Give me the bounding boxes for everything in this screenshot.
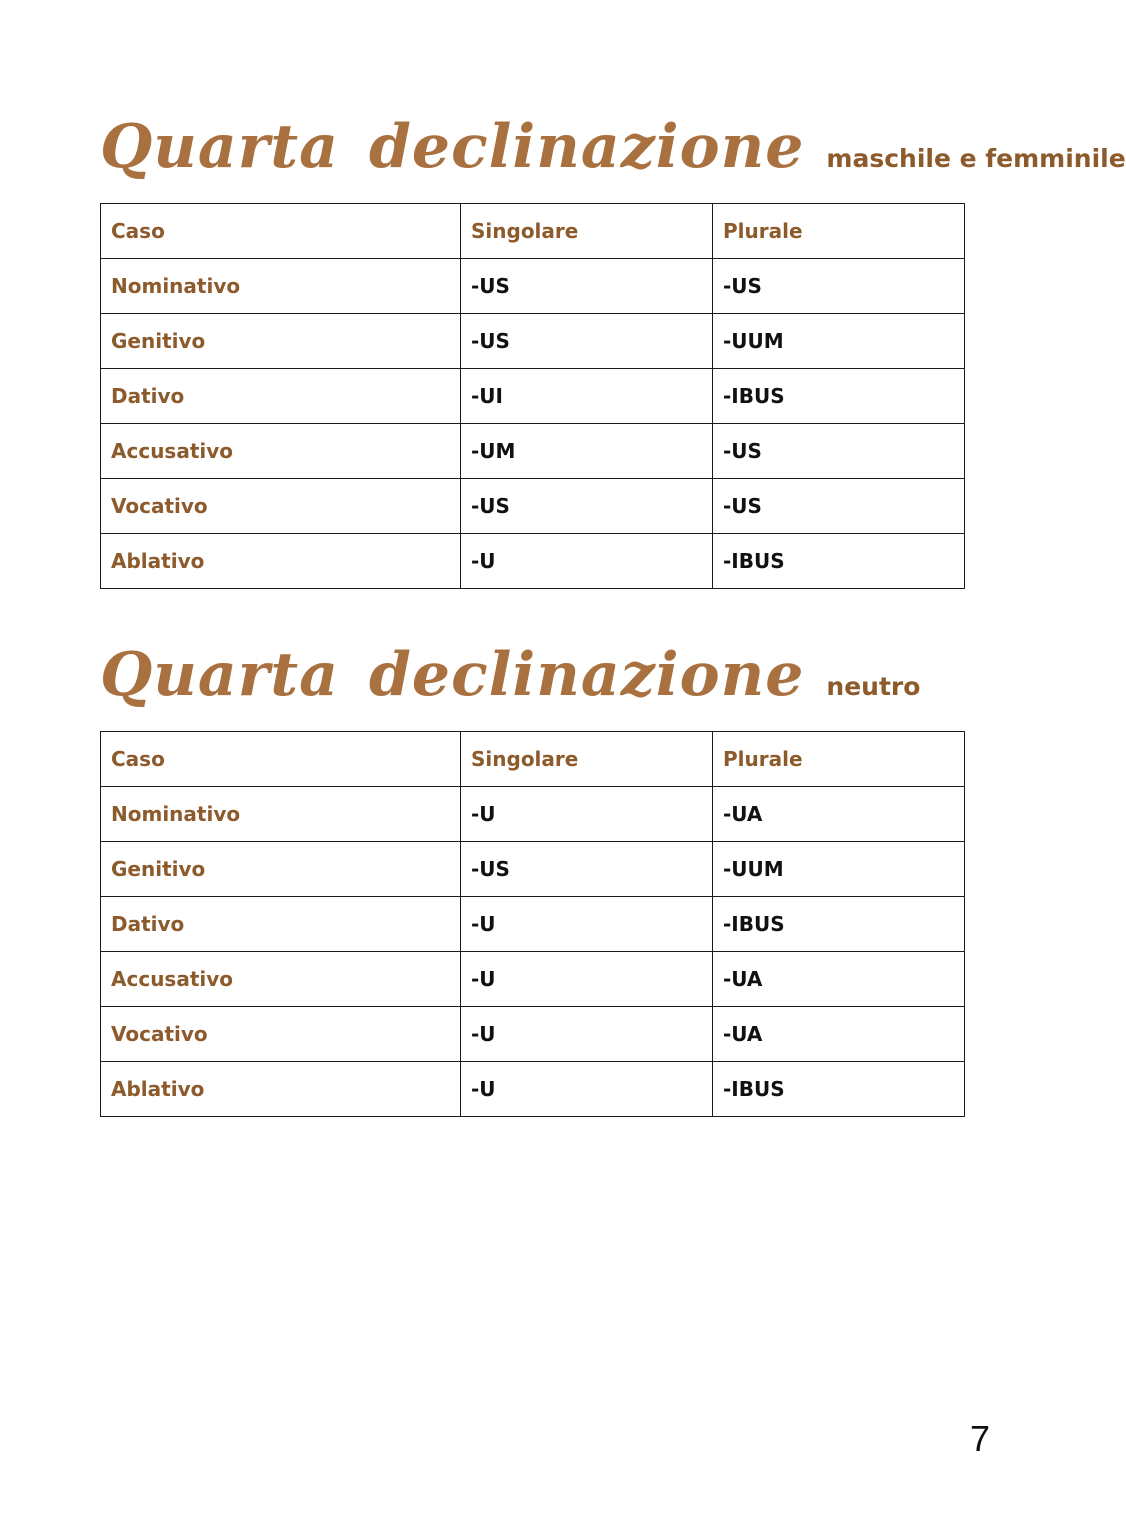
case-name: Vocativo — [101, 1007, 461, 1062]
table-row — [101, 842, 965, 897]
table-row — [101, 259, 965, 314]
script-heading: Quarta declinazione — [100, 640, 805, 710]
singular-ending: -US — [461, 842, 713, 897]
header-singolare: Singolare — [461, 732, 713, 787]
plural-ending: -UUM — [713, 314, 965, 369]
table-row — [101, 479, 965, 534]
page-number: 7 — [970, 1418, 991, 1459]
plural-ending: -IBUS — [713, 369, 965, 424]
singular-ending: -U — [461, 1007, 713, 1062]
singular-ending: -U — [461, 1062, 713, 1117]
case-name: Genitivo — [101, 842, 461, 897]
singular-ending: -US — [461, 259, 713, 314]
declension-table-neuter — [100, 731, 965, 1117]
case-name: Nominativo — [101, 259, 461, 314]
plural-ending: -IBUS — [713, 1062, 965, 1117]
case-name: Accusativo — [101, 424, 461, 479]
table-row — [101, 897, 965, 952]
case-name: Nominativo — [101, 787, 461, 842]
singular-ending: -UI — [461, 369, 713, 424]
section-title-neuter — [100, 640, 920, 710]
declension-table-masculine-feminine — [100, 203, 965, 589]
table-row — [101, 424, 965, 479]
table-header-row — [101, 732, 965, 787]
case-name: Ablativo — [101, 1062, 461, 1117]
header-caso: Caso — [101, 732, 461, 787]
case-name: Ablativo — [101, 534, 461, 589]
singular-ending: -U — [461, 534, 713, 589]
header-singolare: Singolare — [461, 204, 713, 259]
script-heading: Quarta declinazione — [100, 112, 805, 182]
section-subtitle: maschile e femminile — [826, 144, 1126, 173]
plural-ending: -UA — [713, 1007, 965, 1062]
table-header-row — [101, 204, 965, 259]
header-plurale: Plurale — [713, 732, 965, 787]
plural-ending: -US — [713, 479, 965, 534]
table-row — [101, 369, 965, 424]
section-title-masculine-feminine — [100, 112, 1126, 182]
plural-ending: -UA — [713, 952, 965, 1007]
case-name: Vocativo — [101, 479, 461, 534]
plural-ending: -US — [713, 424, 965, 479]
table-row — [101, 1007, 965, 1062]
plural-ending: -UUM — [713, 842, 965, 897]
table-row — [101, 314, 965, 369]
case-name: Genitivo — [101, 314, 461, 369]
section-subtitle: neutro — [826, 672, 921, 701]
table-row — [101, 787, 965, 842]
plural-ending: -IBUS — [713, 534, 965, 589]
case-name: Dativo — [101, 369, 461, 424]
header-plurale: Plurale — [713, 204, 965, 259]
singular-ending: -US — [461, 314, 713, 369]
plural-ending: -UA — [713, 787, 965, 842]
case-name: Dativo — [101, 897, 461, 952]
table-row — [101, 952, 965, 1007]
singular-ending: -US — [461, 479, 713, 534]
table-row — [101, 534, 965, 589]
table-row — [101, 1062, 965, 1117]
header-caso: Caso — [101, 204, 461, 259]
singular-ending: -U — [461, 952, 713, 1007]
singular-ending: -UM — [461, 424, 713, 479]
plural-ending: -US — [713, 259, 965, 314]
plural-ending: -IBUS — [713, 897, 965, 952]
singular-ending: -U — [461, 897, 713, 952]
singular-ending: -U — [461, 787, 713, 842]
case-name: Accusativo — [101, 952, 461, 1007]
